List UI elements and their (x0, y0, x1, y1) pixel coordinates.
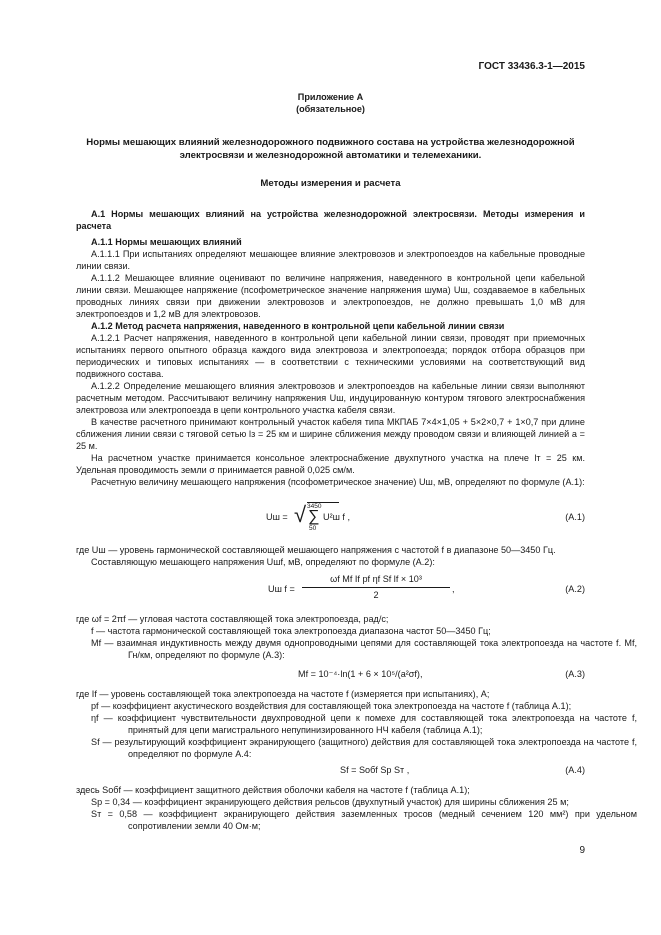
para-a111: А.1.1.1 При испытаниях определяют мешающее влияние электровозов и электропоездов на кабельные проводные линии связи. (76, 249, 585, 271)
formula-a3-where-2: pf — коэффициент акустического воздействия для составляющей тока электропоезда на частоте f (таблица А.1); (91, 701, 572, 711)
formula-a1-number: (А.1) (565, 512, 585, 522)
formula-a3-where-4: Sf — результирующий коэффициент экранирующего (защитного) действия для составляющей тока электропоезда на частоте f, определяют по формуле А.4: (91, 737, 637, 759)
formula-a2-denominator: 2 (373, 590, 379, 600)
sum-lower-limit: 50 (309, 525, 317, 532)
section-a11-heading: А.1.1 Нормы мешающих влияний (91, 237, 242, 247)
section-a12-heading: А.1.2 Метод расчета напряжения, наведенного в контрольной цепи кабельной линии связи (91, 321, 505, 331)
formula-a4 (76, 762, 585, 786)
section-subtitle: Методы измерения и расчета (260, 178, 401, 189)
formula-a2-numerator: ωf Mf If pf ηf Sf lf × 10³ (330, 574, 422, 584)
formula-a3-expr: Mf = 10⁻⁴·ln(1 + 6 × 10⁵/(a²σf), (298, 669, 423, 679)
page-number: 9 (579, 845, 585, 856)
formula-a4-expr: Sf = Sобf Sр Sт , (340, 765, 410, 775)
para-a121: А.1.2.1 Расчет напряжения, наведенного в контрольной цепи кабельной линии связи, проводят при приемочных испытаниях первого опытного образца каждого вида электровоза и электропоезда; порядок отбора образцов при периодических и типовых испытаниях — в соответствии с техническими условиями на соответствующий вид подвижного состава. (76, 333, 585, 379)
formula-a3-where-3: ηf — коэффициент чувствительности двухпроводной цепи к помехе для составляющей тока электропоезда на частоте f, принятый для цепи магистрального непупинизированного НЧ кабеля (таблица А.1); (91, 713, 637, 735)
fraction-bar (302, 587, 450, 588)
para-calc-feed: На расчетном участке принимается консольное электроснабжение двухпутного участка на плече lт = 25 км. Удельная проводимость земли σ принимается равной 0,025 см/м. (76, 453, 585, 475)
para-formula-intro: Расчетную величину мешающего напряжения (псофометрическое значение) Uш, мВ, определяют по формуле (А.1): (91, 477, 585, 487)
para-calc-section: В качестве расчетного принимают контрольный участок кабеля типа МКПАБ 7×4×1,05 + 5×2×0,7 + 1×0,7 при длине сближения линии связи с тяговой сетью lз = 25 км и ширине сближения между проводом связи и влияющей линией a = 25 м. (76, 417, 585, 451)
formula-a2-where-1: где ωf = 2πf — угловая частота составляющей тока электропоезда, рад/с; (76, 614, 389, 624)
formula-a1-term: U²ш f , (323, 512, 350, 522)
formula-a2-intro: Составляющую мешающего напряжения Uшf, мВ, определяют по формуле (А.2): (91, 557, 435, 567)
formula-a2-tail: , (452, 584, 455, 594)
formula-a2-lhs: Uш f = (268, 584, 295, 594)
formula-a3-number: (А.3) (565, 669, 585, 679)
para-a112: А.1.1.2 Мешающее влияние оценивают по величине напряжения, наведенного в контрольной цепи кабельной линии связи. Мешающее напряжение (псофометрическое значение напряжения шума) Uш, создаваемое в кабельных проводных линиях связи при движении электровозов и электропоездов, не должно превышать 1,0 мВ для электропоездов и 1,2 мВ для электровозов. (76, 273, 585, 319)
formula-a2-where-2: f — частота гармонической составляющей тока электропоезда диапазона частот 50—3450 Гц; (91, 626, 491, 636)
formula-a4-number: (А.4) (565, 765, 585, 775)
formula-a1 (76, 500, 585, 536)
sqrt-sign: √ (294, 502, 307, 527)
formula-a3-where-1: где If — уровень составляющей тока электропоезда на частоте f (измеряется при испытаниях), А; (76, 689, 490, 699)
formula-a3 (76, 666, 585, 690)
formula-a1-lhs: Uш = (266, 512, 288, 522)
formula-a4-where-3: Sт = 0,58 — коэффициент экранирующего действия заземленных тросов (медный сечением 120 мм²) при удельном сопротивлении земли 40 Ом·м; (91, 809, 637, 831)
formula-a2-number: (А.2) (565, 584, 585, 594)
main-title: Нормы мешающих влияний железнодорожного подвижного состава на устройства железнодорожной электросвязи и железнодорожной автоматики и телемеханики. (86, 137, 575, 161)
appendix-status: (обязательное) (296, 104, 365, 114)
formula-a4-where-1: здесь Sобf — коэффициент защитного действия оболочки кабеля на частоте f (таблица А.1); (76, 785, 470, 795)
formula-a1-where: где Uш — уровень гармонической составляющей мешающего напряжения с частотой f в диапазоне 50—3450 Гц. (76, 545, 556, 555)
standard-header: ГОСТ 33436.3-1—2015 (478, 61, 585, 72)
formula-a4-where-2: Sр = 0,34 — коэффициент экранирующего действия рельсов (двухпутный участок) для ширины сближения 25 м; (91, 797, 569, 807)
appendix-title: Приложение А (297, 92, 364, 102)
formula-a2 (76, 572, 585, 606)
sum-upper-limit: 3450 (307, 503, 322, 510)
sum-sign: ∑ (308, 508, 320, 525)
section-a1-heading: А.1 Нормы мешающих влияний на устройства железнодорожной электросвязи. Методы измерения и расчета (76, 209, 585, 231)
para-a122: А.1.2.2 Определение мешающего влияния электровозов и электропоездов на кабельные линии связи выполняют расчетным методом. Рассчитывают величину напряжения Uш, индуцированную контуром тягового электроснабжения электровоза или электропоезда в цепи контрольного участка кабеля связи. (76, 381, 585, 415)
formula-a2-where-3: Mf — взаимная индуктивность между двумя однопроводными цепями для составляющей тока электропоезда на частоте f. Mf, Гн/км, определяют по формуле (А.3): (91, 638, 637, 660)
